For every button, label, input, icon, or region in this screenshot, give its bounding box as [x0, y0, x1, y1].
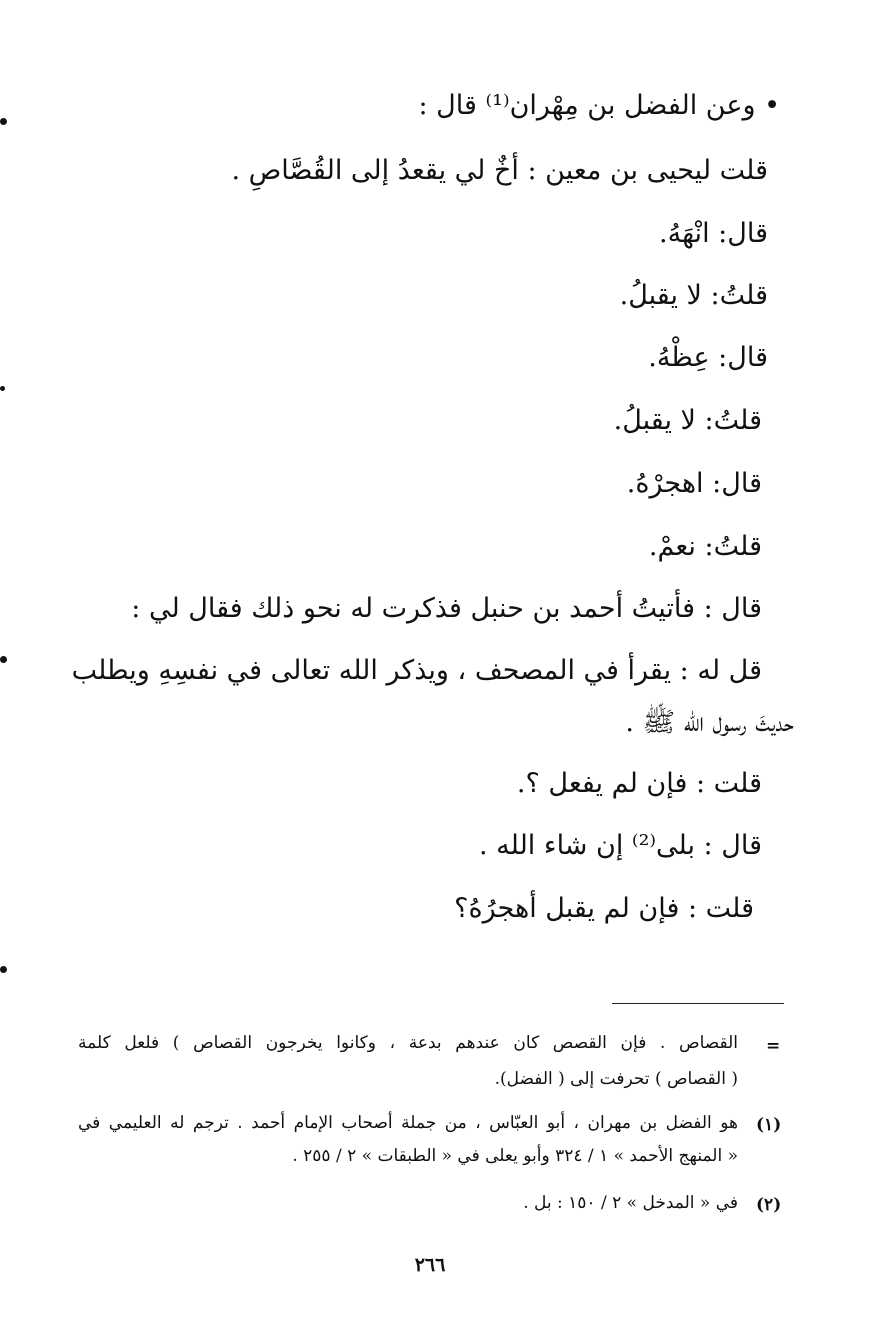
footnote-1-line-2: « المنهج الأحمد » ١ / ٣٢٤ وأبو يعلى في « الطبقات » ٢ / ٢٥٥ .	[292, 1146, 738, 1166]
body-line-14: قلت : فإن لم يقبل أهجرُهُ؟	[454, 893, 754, 924]
page-number: ٢٦٦	[414, 1254, 446, 1276]
scan-edge-mark	[0, 966, 7, 973]
footnote-2-line-1: في « المدخل » ٢ / ١٥٠ : بل .	[523, 1193, 738, 1213]
footnote-continuation-line-2: ( القصاص ) تحرفت إلى ( الفضل).	[494, 1069, 738, 1089]
footnote-1-marker: (١)	[756, 1115, 782, 1135]
body-line-9: قال : فأتيتُ أحمد بن حنبل فذكرت له نحو ذلك فقال لي :	[131, 593, 762, 624]
body-line-1: • وعن الفضل بن مِهْران⁽¹⁾ قال :	[418, 90, 780, 121]
footnote-1-line-1: هو الفضل بن مهران ، أبو العبّاس ، من جملة أصحاب الإمام أحمد . ترجم له العليمي في	[78, 1113, 738, 1133]
scan-edge-mark	[0, 118, 7, 125]
body-line-2: قلت ليحيى بن معين : أخٌ لي يقعدُ إلى القُصَّاصِ .	[231, 155, 768, 186]
body-line-8: قلتُ: نعمْ.	[648, 531, 762, 562]
body-line-10: قل له : يقرأ في المصحف ، ويذكر الله تعالى في نفسِهِ ويطلب	[71, 655, 762, 686]
body-line-6: قلتُ: لا يقبلُ.	[613, 405, 762, 436]
footnote-continuation-line-1: القصاص . فإن القصص كان عندهم بدعة ، وكانوا يخرجون القصاص ) فلعل كلمة	[78, 1033, 738, 1053]
scan-edge-mark	[0, 386, 5, 391]
footnote-continuation-marker: =	[766, 1036, 781, 1056]
body-line-3: قال: انْهَهُ.	[659, 218, 768, 249]
body-line-12: قلت : فإن لم يفعل ؟.	[516, 768, 762, 799]
footnote-2-marker: (٢)	[756, 1195, 782, 1215]
body-line-13: قال : بلى⁽²⁾ إن شاء الله .	[479, 830, 762, 861]
scan-edge-mark	[0, 656, 7, 663]
footnote-separator	[612, 1003, 784, 1004]
body-line-5: قال: عِظْهُ.	[648, 342, 768, 373]
body-line-4: قلتُ: لا يقبلُ.	[619, 280, 768, 311]
body-line-11: حديثَ رسول الله ﷺ .	[625, 707, 794, 738]
body-line-7: قال: اهجرْهُ.	[626, 468, 762, 499]
